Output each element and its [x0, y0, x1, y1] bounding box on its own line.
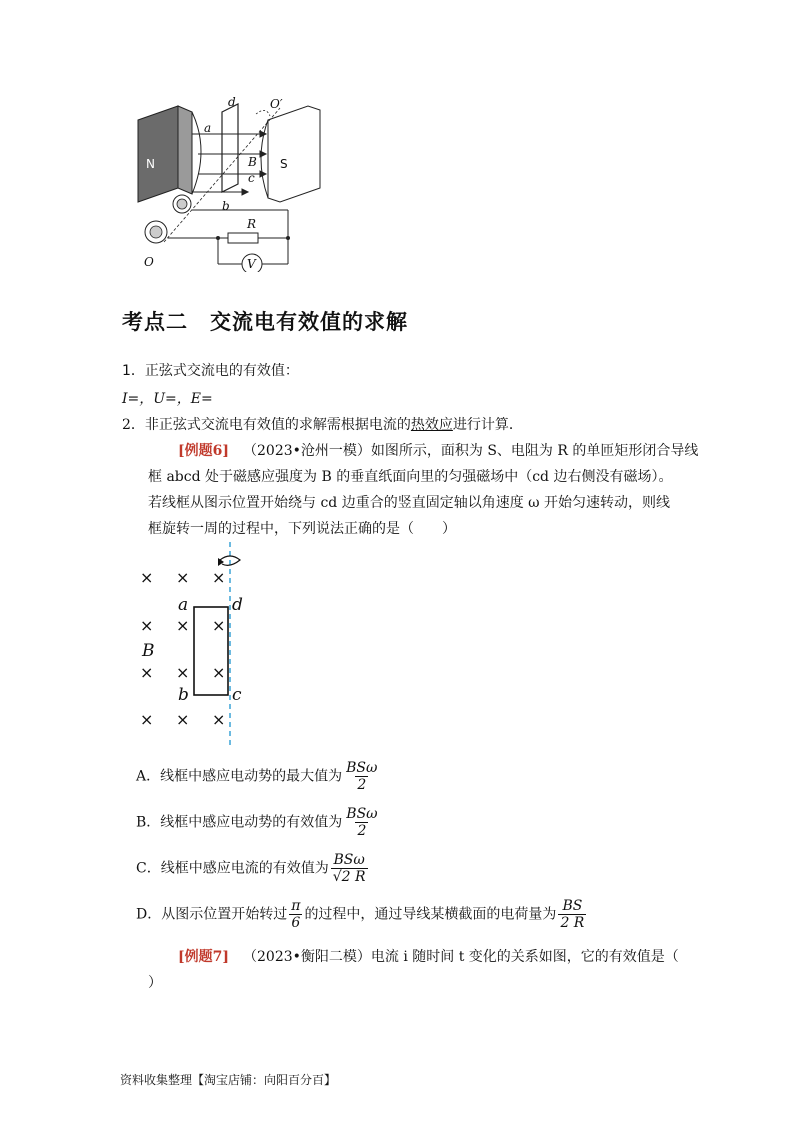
label-a: a [204, 121, 212, 135]
example6-line2: 框 abcd 处于磁感应强度为 B 的垂直纸面向里的匀强磁场中（cd 边右侧没有磁场）。 [148, 469, 673, 485]
option-c-fraction: $\frac{\text{BSω}}{√2 R}$ [332, 852, 366, 886]
label-b: b [178, 685, 189, 705]
option-a-fraction: $\frac{\text{BSω}}{2}$ [346, 760, 378, 794]
label-b-field: B [248, 155, 257, 169]
label-d: d [232, 595, 243, 615]
label-c: c [248, 171, 255, 185]
label-s: S [280, 157, 288, 171]
option-b[interactable] [136, 806, 382, 839]
cross-mark: × [176, 663, 190, 682]
section2-text [122, 414, 523, 434]
cross-mark: × [176, 710, 190, 729]
option-b-text: B．线框中感应电动势的有效值为 [136, 814, 343, 831]
label-r: R [247, 217, 257, 231]
example7-line2: ） [148, 975, 162, 991]
option-c-text: C．线框中感应电流的有效值为 [136, 860, 329, 877]
cross-mark: × [140, 616, 154, 635]
section2-underline: 热效应 [410, 417, 453, 433]
option-c[interactable] [136, 852, 370, 885]
example7-line1-text: （2023•衡阳二模）电流 i 随时间 t 变化的关系如图，它的有效值是（ [243, 949, 679, 965]
cross-mark: × [212, 710, 226, 729]
page-footer: 资料收集整理【淘宝店铺：向阳百分百】 [120, 1073, 337, 1087]
label-d: d [228, 95, 236, 109]
option-d-fraction: $\frac{BS}{2 R}$ [560, 898, 585, 932]
option-a-text: A．线框中感应电动势的最大值为 [136, 768, 343, 785]
cross-mark: × [176, 616, 190, 635]
label-b: b [222, 199, 230, 213]
section1-num: 1． [122, 363, 145, 379]
label-o: O [144, 255, 154, 269]
section2-text-pre: 2．非正弦式交流电有效值的求解需根据电流的 [122, 417, 411, 433]
label-v: V [247, 257, 256, 271]
section1-formula: I=，U=，E= [122, 391, 213, 407]
example6-tag: [例题6] [178, 443, 229, 459]
section1-title: 正弦式交流电的有效值： [144, 363, 299, 379]
cross-mark: × [212, 663, 226, 682]
example7-tag: [例题7] [178, 949, 229, 965]
magnet-s [268, 106, 320, 202]
cross-mark: × [176, 568, 190, 587]
loop-diagram [132, 540, 252, 750]
example6-line1-text: （2023•沧州一模）如图所示，面积为 S、电阻为 R 的单匝矩形闭合导线 [243, 443, 699, 459]
example7-line1 [178, 946, 679, 966]
label-n: N [146, 157, 155, 171]
option-a[interactable] [136, 760, 381, 793]
cross-mark: × [140, 710, 154, 729]
magnet-n-face [178, 106, 192, 194]
cross-mark: × [140, 568, 154, 587]
cross-mark: × [212, 568, 226, 587]
option-d-text-post: 的过程中，通过导线某横截面的电荷量为 [304, 906, 557, 923]
example6-line1 [178, 440, 698, 460]
resistor [228, 233, 258, 243]
generator-diagram [130, 92, 330, 272]
cross-mark: × [140, 663, 154, 682]
option-d-text-pre: D．从图示位置开始转过 [136, 906, 288, 923]
example6-line3: 若线框从图示位置开始绕与 cd 边重合的竖直固定轴以角速度 ω 开始匀速转动，则线 [148, 495, 671, 511]
label-b-field: B [142, 641, 155, 661]
coil [222, 104, 238, 192]
cross-mark: × [212, 616, 226, 635]
example6-line4: 框旋转一周的过程中，下列说法正确的是（ ） [148, 521, 456, 537]
label-a: a [178, 595, 189, 615]
option-b-fraction: $\frac{\text{BSω}}{2}$ [346, 806, 378, 840]
option-d[interactable] [136, 898, 588, 931]
label-c: c [232, 685, 242, 705]
section1-title-line [122, 360, 299, 380]
label-o-prime: O′ [270, 97, 283, 111]
section-heading: 考点二 交流电有效值的求解 [122, 310, 408, 334]
magnet-n-side [138, 106, 178, 202]
option-d-angle: $\frac{\pi}{6}$ [291, 898, 301, 932]
section2-text-post: 进行计算． [452, 417, 523, 433]
